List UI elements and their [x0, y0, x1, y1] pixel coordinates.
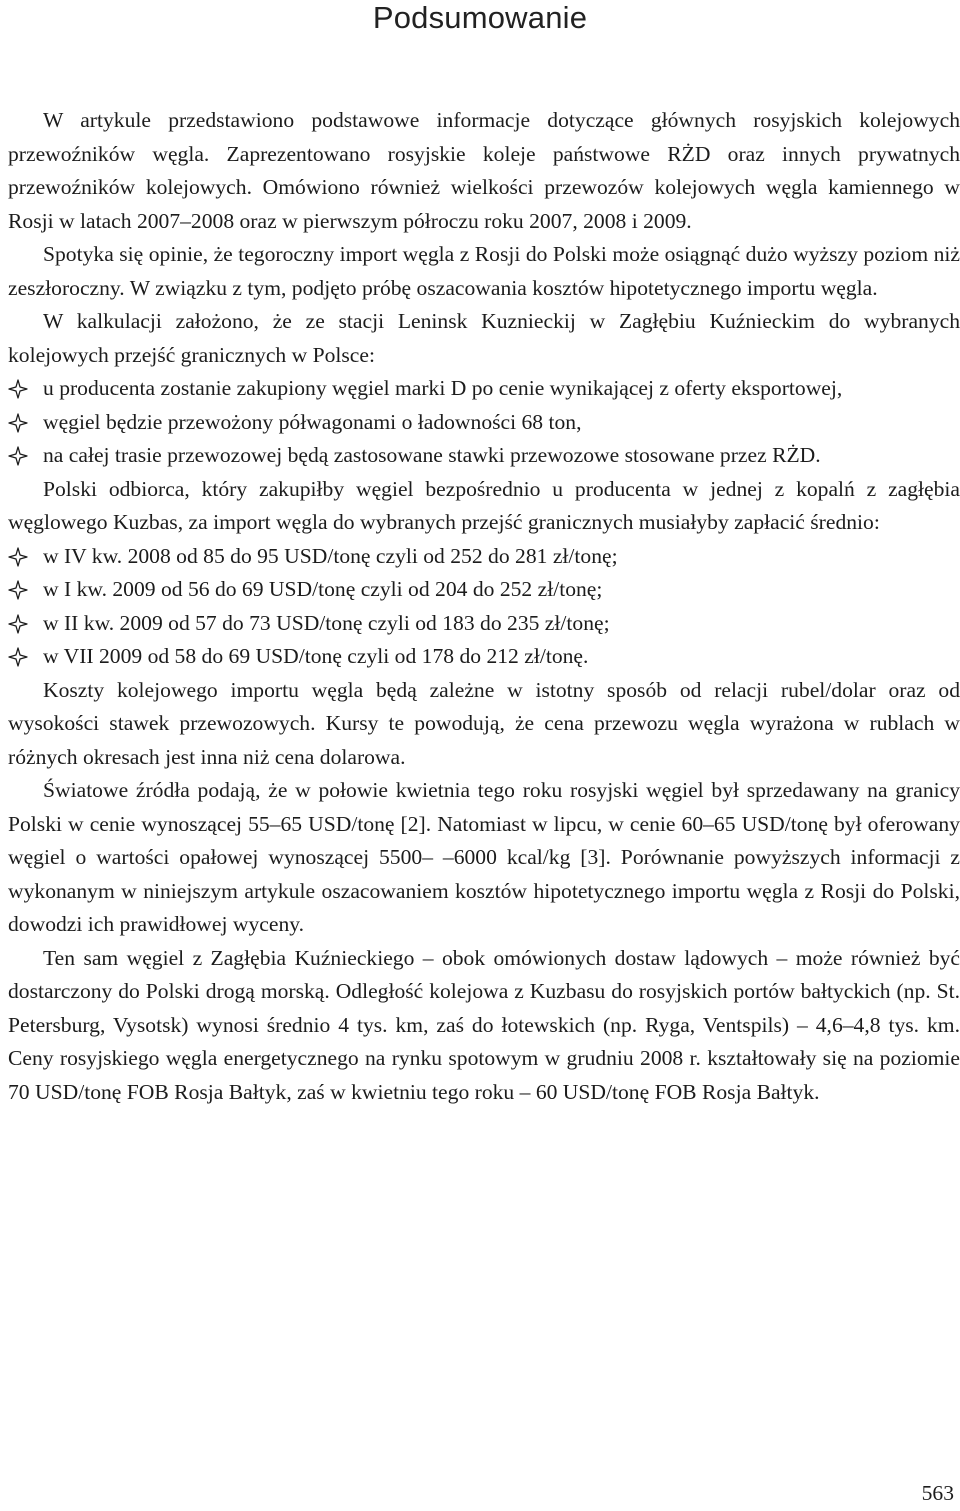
four-point-star-outline-icon [8, 547, 28, 567]
list-item-text: w IV kw. 2008 od 85 do 95 USD/tonę czyli od 252 do 281 zł/tonę; [43, 543, 618, 568]
list-item-text: w I kw. 2009 od 56 do 69 USD/tonę czyli od 204 do 252 zł/tonę; [43, 577, 603, 601]
paragraph-exchange-rates: Koszty kolejowego importu węgla będą zależne w istotny sposób od relacji rubel/dolar oraz od wysokości stawek przewozowych. Kursy te powodują, że cena przewozu węgla wyrażona w rublach w różnych okresach jest inna niż cena dolarowa. [8, 677, 960, 769]
paragraph-buyer: Polski odbiorca, który zakupiłby węgiel bezpośrednio u producenta w jednej z kopalń z zagłębia węglowego Kuzbas, za import węgla do wybranych przejść granicznych musiałyby zapłacić średnio: [8, 476, 960, 534]
paragraph-world-sources: Światowe źródła podają, że w połowie kwietnia tego roku rosyjski węgiel był sprzedawany na granicy Polski w cenie wynoszącej 55–65 USD/tonę [2]. Natomiast w lipcu, w cenie 60–65 USD/tonę był oferowany węgiel o wartości opałowej wynoszącej 5500– –6000 kcal/kg [3]. Porównanie powyższych informacji z wykonanym w niniejszym artykule oszacowaniem kosztów hipotetycznego importu węgla z Rosji do Polski, dowodzi ich prawidłowej wyceny. [8, 778, 960, 936]
list-item [8, 372, 960, 406]
paragraph-sea-route: Ten sam węgiel z Zagłębia Kuźnieckiego – obok omówionych dostaw lądowych – może również być dostarczony do Polski drogą morską. Odległość kolejowa z Kuzbasu do rosyjskich portów bałtyckich (np. St. Petersburg, Vysotsk) wynosi średnio 4 tys. km, zaś do łotewskich (np. Ryga, Ventspils) – 4,6–4,8 tys. km. Ceny rosyjskiego węgla energetycznego na rynku spotowym w grudniu 2008 r. kształtowały się na poziomie 70 USD/tonę FOB Rosja Bałtyk, zaś w kwietniu tego roku – 60 USD/tonę FOB Rosja Bałtyk. [8, 945, 960, 1104]
paragraph-summary: W artykule przedstawiono podstawowe informacje dotyczące głównych rosyjskich kolejowych przewoźników węgla. Zaprezentowano rosyjskie koleje państwowe RŻD oraz innych prywatnych przewoźników kolejowych. Omówiono również wielkości przewozów kolejowych węgla kamiennego w Rosji w latach 2007–2008 oraz w pierwszym półroczu roku 2007, 2008 i 2009. [8, 108, 960, 233]
four-point-star-outline-icon [8, 647, 28, 667]
paragraph-assumptions-intro: W kalkulacji założono, że ze stacji Leninsk Kuznieckij w Zagłębiu Kuźnieckim do wybranych kolejowych przejść granicznych w Polsce: [8, 309, 960, 367]
four-point-star-outline-icon [8, 413, 28, 433]
page-number: 563 [921, 1481, 954, 1505]
list-item [8, 607, 960, 641]
list-item-text: węgiel będzie przewożony półwagonami o ładowności 68 ton, [43, 409, 582, 434]
list-item [8, 573, 960, 607]
list-item [8, 640, 960, 674]
assumptions-list [8, 372, 960, 473]
four-point-star-outline-icon [8, 446, 28, 466]
list-item-text: u producenta zostanie zakupiony węgiel marki D po cenie wynikającej z oferty eksportowej, [43, 376, 843, 400]
paragraph-opinion: Spotyka się opinie, że tegoroczny import węgla z Rosji do Polski może osiągnąć dużo wyższy poziom niż zeszłoroczny. W związku z tym, podjęto próbę oszacowania kosztów hipotetycznego importu węgla. [8, 242, 960, 300]
list-item-text: na całej trasie przewozowej będą zastosowane stawki przewozowe stosowane przez RŻD. [43, 443, 821, 467]
list-item [8, 439, 960, 473]
page-title: Podsumowanie [372, 0, 588, 35]
list-item [8, 406, 960, 440]
four-point-star-outline-icon [8, 379, 28, 399]
list-item-text: w II kw. 2009 od 57 do 73 USD/tonę czyli od 183 do 235 zł/tonę; [43, 610, 610, 635]
document-body [8, 104, 960, 1109]
four-point-star-outline-icon [8, 614, 28, 634]
prices-list [8, 540, 960, 674]
list-item [8, 540, 960, 574]
list-item-text: w VII 2009 od 58 do 69 USD/tonę czyli od 178 do 212 zł/tonę. [43, 644, 589, 668]
four-point-star-outline-icon [8, 580, 28, 600]
